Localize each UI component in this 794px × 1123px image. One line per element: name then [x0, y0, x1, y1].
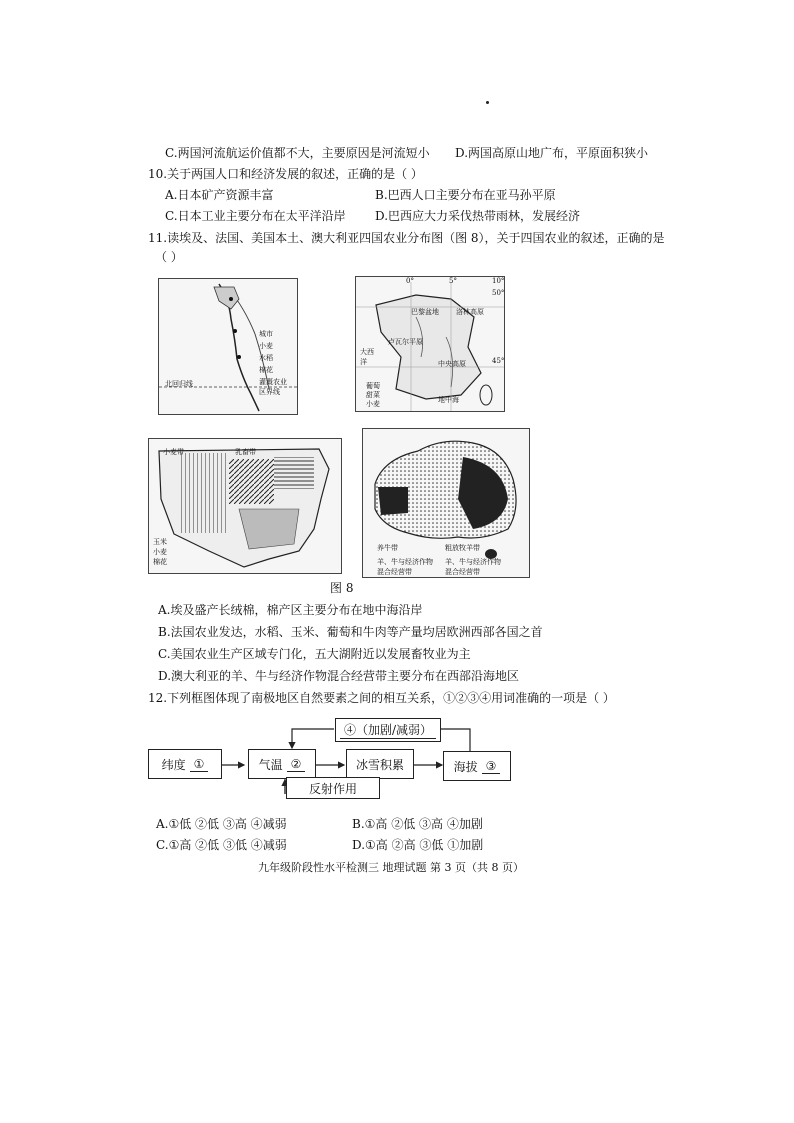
- box-albedo-change: [335, 718, 441, 742]
- egypt-legend-city: 城市: [259, 330, 273, 338]
- france-lat-50: 50°: [492, 289, 505, 297]
- box-snow-accumulation: [346, 749, 414, 779]
- aus-legend-cattle: 养牛带: [377, 544, 398, 552]
- france-lorraine: 洛林高原: [456, 308, 484, 316]
- egypt-tropic-label: 北回归线: [165, 380, 193, 388]
- aus-legend-mixed-1: 羊、牛与经济作物混合经营带: [377, 558, 433, 576]
- france-legend-beet: 甜菜: [366, 391, 380, 399]
- q9-option-d: D.两国高原山地广布，平原面积狭小: [455, 146, 649, 160]
- q12-option-b: B.①高 ②低 ③高 ④加剧: [352, 817, 483, 831]
- france-atlantic: 大西洋: [360, 348, 374, 366]
- france-legend-grape: 葡萄: [366, 382, 380, 390]
- map-france: [355, 276, 505, 412]
- figure-8-caption: 图 8: [330, 581, 354, 595]
- box-albedo-change-text: ④（加剧/减弱）: [340, 721, 436, 739]
- q11-answer-paren: （ ）: [155, 250, 183, 264]
- usa-legend-corn: 玉米: [153, 538, 167, 546]
- box-latitude-blank: ①: [190, 757, 209, 772]
- q10-option-b: B.巴西人口主要分布在亚马孙平原: [375, 188, 556, 202]
- box-latitude: [148, 749, 222, 779]
- q10-option-d: D.巴西应大力采伐热带雨林，发展经济: [375, 209, 581, 223]
- france-lon-0: 0°: [406, 277, 414, 285]
- box-temperature-label: 气温: [258, 757, 283, 772]
- aus-legend-sheep: 粗放牧羊带: [445, 544, 480, 552]
- box-latitude-label: 纬度: [161, 757, 186, 772]
- map-usa: [148, 438, 342, 574]
- page-footer: 九年级阶段性水平检测三 地理试题 第 3 页（共 8 页）: [258, 861, 524, 874]
- egypt-legend-rice: 水稻: [259, 354, 273, 362]
- q11-option-c: C.美国农业生产区域专门化，五大湖附近以发展畜牧业为主: [158, 647, 471, 661]
- france-lon-5: 5°: [449, 277, 457, 285]
- q11-stem: 11.读埃及、法国、美国本土、澳大利亚四国农业分布图（图 8），关于四国农业的叙述，正确的是: [148, 231, 665, 245]
- q11-option-b: B.法国农业发达，水稻、玉米、葡萄和牛肉等产量均居欧洲西部各国之首: [158, 625, 543, 639]
- usa-dairy-belt: 乳畜带: [235, 448, 256, 456]
- q11-option-a: A.埃及盛产长绒棉，棉产区主要分布在地中海沿岸: [158, 603, 423, 617]
- usa-legend-wheat: 小麦: [153, 548, 167, 556]
- scan-speck: [486, 101, 489, 104]
- egypt-legend-cotton: 棉花: [259, 366, 273, 374]
- q12-stem: 12.下列框图体现了南极地区自然要素之间的相互关系，①②③④用词准确的一项是（ ）: [148, 691, 615, 705]
- france-massif-central: 中央高原: [438, 360, 466, 368]
- box-altitude: [443, 751, 511, 781]
- q12-option-d: D.①高 ②高 ③低 ①加剧: [352, 838, 484, 852]
- map-egypt: [158, 278, 298, 415]
- map-australia: [362, 428, 530, 578]
- box-snow-label: 冰雪积累: [355, 757, 404, 772]
- box-altitude-label: 海拔: [453, 759, 478, 774]
- box-reflection-label: 反射作用: [308, 781, 357, 796]
- france-mediterranean: 地中海: [438, 396, 459, 404]
- q12-option-c: C.①高 ②低 ③低 ④减弱: [156, 838, 287, 852]
- france-loire-plain: 卢瓦尔平原: [388, 338, 423, 346]
- egypt-legend-wheat: 小麦: [259, 342, 273, 350]
- box-reflection: [286, 777, 380, 799]
- box-temperature-blank: ②: [287, 757, 306, 772]
- australia-map-drawing: [363, 429, 529, 577]
- france-legend-wheat: 小麦: [366, 400, 380, 408]
- usa-wheat-belt: 小麦带: [163, 448, 184, 456]
- usa-map-drawing: [149, 439, 341, 573]
- egypt-legend-irrigation: 灌溉农业区界线: [259, 378, 287, 396]
- aus-legend-mixed-2: 羊、牛与经济作物混合经营带: [445, 558, 501, 576]
- q10-option-c: C.日本工业主要分布在太平洋沿岸: [165, 209, 346, 223]
- box-altitude-blank: ③: [482, 759, 501, 774]
- q12-option-a: A.①低 ②低 ③高 ④减弱: [156, 817, 287, 831]
- q10-option-a: A.日本矿产资源丰富: [165, 188, 274, 202]
- q10-stem: 10.关于两国人口和经济发展的叙述，正确的是（ ）: [148, 167, 423, 181]
- france-lon-10: 10°: [492, 277, 505, 285]
- q9-option-c: C.两国河流航运价值都不大，主要原因是河流短小: [165, 146, 430, 160]
- box-temperature: [248, 749, 316, 779]
- france-lat-45: 45°: [492, 357, 505, 365]
- q11-option-d: D.澳大利亚的羊、牛与经济作物混合经营带主要分布在西部沿海地区: [158, 669, 520, 683]
- usa-legend-cotton: 棉花: [153, 558, 167, 566]
- france-paris-basin: 巴黎盆地: [411, 308, 439, 316]
